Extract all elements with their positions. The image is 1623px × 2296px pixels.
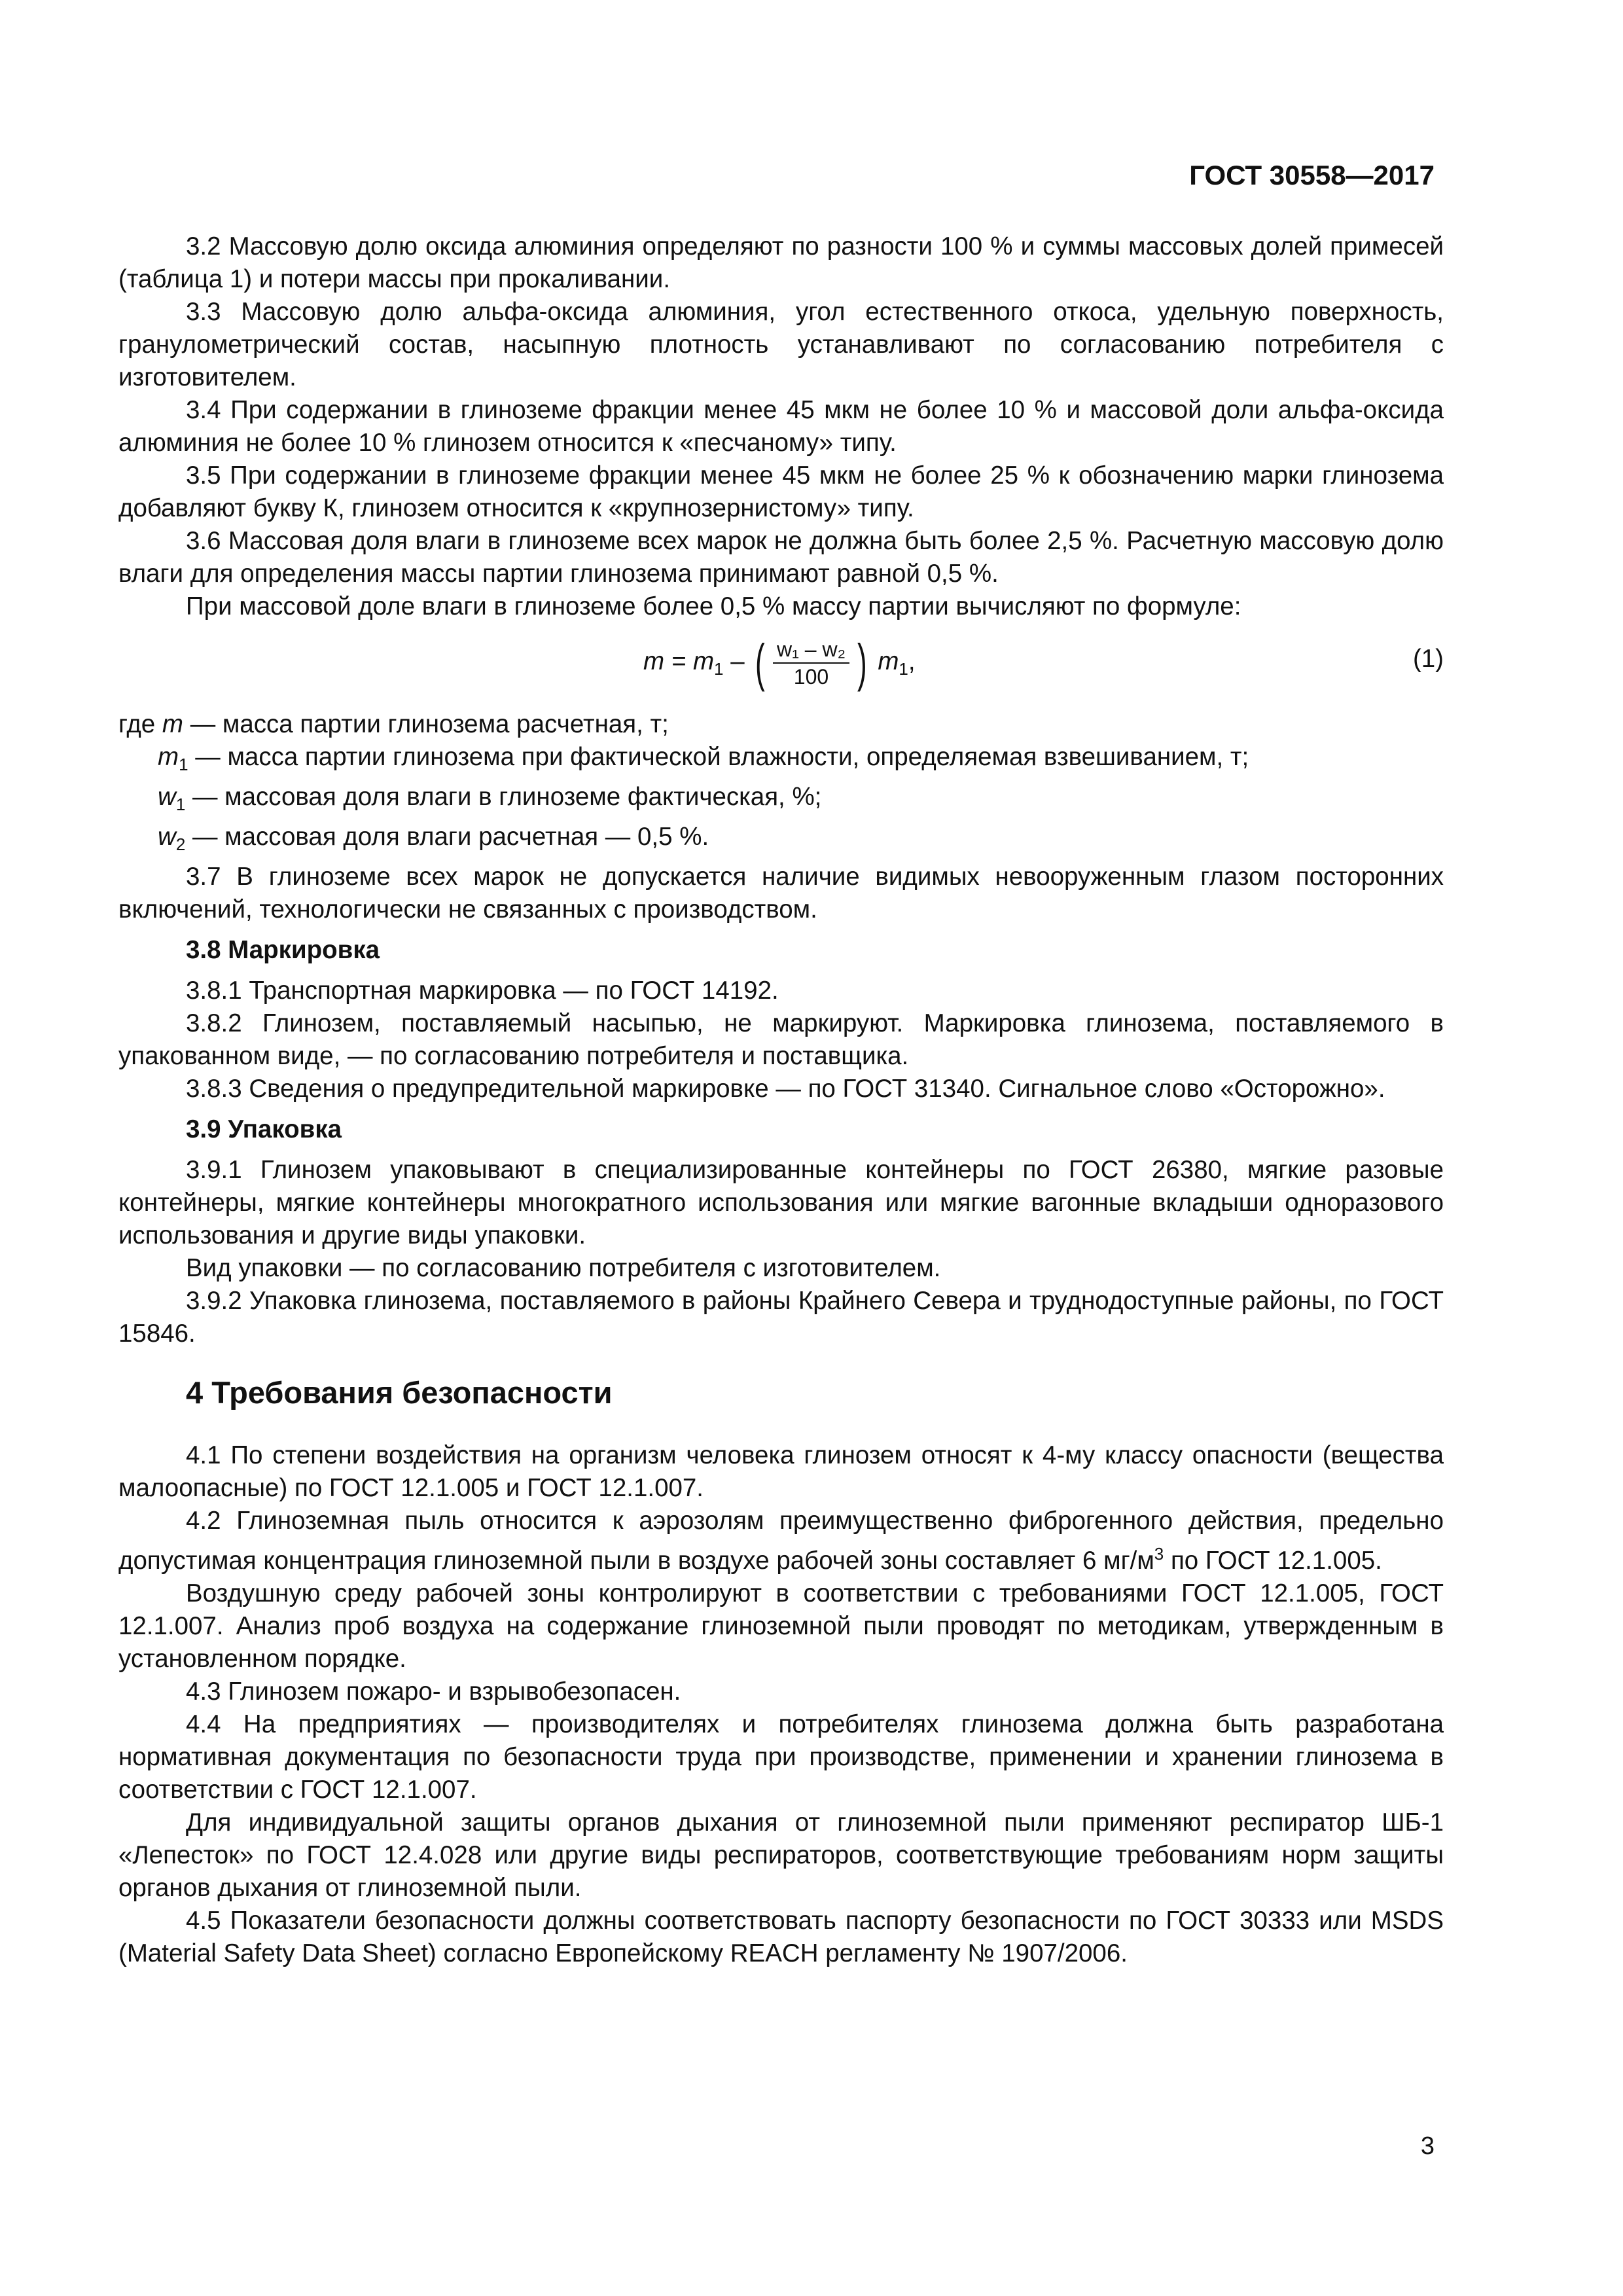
fraction-denominator: 100 — [793, 665, 829, 689]
where-text: — масса партии глинозема при фактической влажности, определяемая взвешиванием, т; — [195, 743, 1249, 771]
document-body — [118, 230, 1444, 1970]
paragraph-4-4: 4.4 На предприятиях — производителях и потребителях глинозема должна быть разработана нормативная документация по безопасности труда при производстве, применении и хранении глинозема в соответствии с ГОСТ 12.1.007. — [118, 1710, 1444, 1804]
paragraph-3-3: 3.3 Массовую долю альфа-оксида алюминия, угол естественного откоса, удельную поверхность, гранулометрический состав, насыпную плотность устанавливают по согласованию потребителя с изготовителем. — [118, 298, 1444, 391]
document-code: ГОСТ 30558—2017 — [1189, 160, 1435, 190]
paragraph-3-9-2: 3.9.2 Упаковка глинозема, поставляемого в районы Крайнего Севера и труднодоступные районы, по ГОСТ 15846. — [118, 1287, 1444, 1348]
paragraph-4-2 — [118, 1505, 1444, 1577]
right-paren: ) — [857, 634, 867, 692]
paragraph-3-6: 3.6 Массовая доля влаги в глиноземе всех марок не должна быть более 2,5 %. Расчетную массовую долю влаги для определения массы партии глинозема принимают равной 0,5 %. — [118, 527, 1444, 588]
where-symbol: m — [162, 710, 183, 738]
formula-fraction — [773, 636, 849, 690]
where-line-3 — [118, 821, 1444, 861]
subheading-3-9: 3.9 Упаковка — [186, 1115, 342, 1143]
paragraph-4-3: 4.3 Глинозем пожаро- и взрывобезопасен. — [186, 1677, 681, 1706]
subheading-3-8: 3.8 Маркировка — [186, 936, 380, 964]
fraction-numerator: w₁ – w₂ — [773, 636, 849, 664]
paragraph-3-7: 3.7 В глиноземе всех марок не допускается наличие видимых невооруженным глазом посторонних включений, технологически не связанных с производством. — [118, 863, 1444, 924]
paragraph-4-2-tail: по ГОСТ 12.1.005. — [1164, 1546, 1382, 1575]
paragraph-4-2-text: 4.2 Глиноземная пыль относится к аэрозолям преимущественно фиброгенного действия, предельно допустимая концентрация глиноземной пыли в воздухе рабочей зоны составляет 6 мг/м — [118, 1507, 1444, 1575]
where-line-1 — [118, 741, 1444, 781]
paragraph-3-4: 3.4 При содержании в глиноземе фракции менее 45 мкм не более 10 % и массовой доли альфа-оксида алюминия не более 10 % глинозем относится к «песчаному» типу. — [118, 396, 1444, 457]
formula-lhs-sub: 1 — [714, 659, 724, 679]
where-line-0 — [118, 708, 1444, 741]
paragraph-3-5: 3.5 При содержании в глиноземе фракции менее 45 мкм не более 25 % к обозначению марки глинозема добавляют букву К, глинозем относится к «крупнозернистому» типу. — [118, 461, 1444, 522]
formula-1 — [118, 627, 1444, 703]
left-paren: ( — [755, 634, 765, 692]
formula-tail: , — [908, 647, 916, 676]
paragraph-3-8-2: 3.8.2 Глинозем, поставляемый насыпью, не маркируют. Маркировка глинозема, поставляемого в упакованном виде, — по согласованию потребителя и поставщика. — [118, 1009, 1444, 1070]
paragraph-4-2-monitoring: Воздушную среду рабочей зоны контролируют в соответствии с требованиями ГОСТ 12.1.005, ГОСТ 12.1.007. Анализ проб воздуха на содержание глиноземной пыли проводят по методикам, утвержденным в установленном порядке. — [118, 1579, 1444, 1673]
paragraph-3-2: 3.2 Массовую долю оксида алюминия определяют по разности 100 % и суммы массовых долей примесей (таблица 1) и потери массы при прокаливании. — [118, 232, 1444, 293]
paragraph-3-9-1-packaging: Вид упаковки — по согласованию потребителя с изготовителем. — [186, 1254, 941, 1282]
paragraph-4-4-respirator: Для индивидуальной защиты органов дыхания от глиноземной пыли применяют респиратор ШБ-1 «Лепесток» по ГОСТ 12.4.028 или другие виды респираторов, соответствующие требованиям норм защиты органов дыхания от глиноземной пыли. — [118, 1808, 1444, 1902]
formula-number: (1) — [1412, 645, 1444, 673]
formula-rhs-sub: 1 — [899, 659, 908, 679]
formula-rhs: m — [878, 647, 899, 676]
where-symbol-sub: 1 — [179, 755, 188, 774]
section-heading-4: 4 Требования безопасности — [186, 1375, 613, 1410]
where-symbol-sub: 2 — [175, 834, 186, 854]
formula-expression — [643, 636, 916, 690]
paragraph-4-5: 4.5 Показатели безопасности должны соответствовать паспорту безопасности по ГОСТ 30333 или MSDS (Material Safety Data Sheet) согласно Европейскому REACH регламенту № 1907/2006. — [118, 1906, 1444, 1967]
where-symbol: w — [158, 783, 176, 811]
paragraph-3-8-3: 3.8.3 Сведения о предупредительной маркировке — по ГОСТ 31340. Сигнальное слово «Осторожно». — [186, 1075, 1385, 1103]
formula-minus: – — [730, 647, 745, 676]
page-number: 3 — [1420, 2132, 1435, 2160]
paragraph-3-8-1: 3.8.1 Транспортная маркировка — по ГОСТ 14192. — [186, 977, 779, 1005]
where-text: — масса партии глинозема расчетная, т; — [190, 710, 669, 738]
where-symbol: m — [158, 743, 179, 771]
where-symbol: w — [158, 823, 176, 851]
paragraph-4-1: 4.1 По степени воздействия на организм человека глинозем относят к 4-му классу опасности (вещества малоопасные) по ГОСТ 12.1.005 и ГОСТ 12.1.007. — [118, 1441, 1444, 1502]
formula-lhs: m = m — [643, 647, 715, 676]
where-text: — массовая доля влаги в глиноземе фактическая, %; — [192, 783, 822, 811]
paragraph-4-2-superscript: 3 — [1154, 1544, 1164, 1564]
where-text: — массовая доля влаги расчетная — 0,5 %. — [192, 823, 709, 851]
paragraph-3-6-formula-intro: При массовой доле влаги в глиноземе более 0,5 % массу партии вычисляют по формуле: — [186, 592, 1241, 620]
where-line-2 — [118, 781, 1444, 821]
where-symbol-sub: 1 — [175, 795, 186, 814]
where-intro: где — [118, 710, 156, 738]
paragraph-3-9-1: 3.9.1 Глинозем упаковывают в специализированные контейнеры по ГОСТ 26380, мягкие разовые контейнеры, мягкие контейнеры многократного использования или мягкие вагонные вкладыши одноразового использования и другие виды упаковки. — [118, 1156, 1444, 1249]
